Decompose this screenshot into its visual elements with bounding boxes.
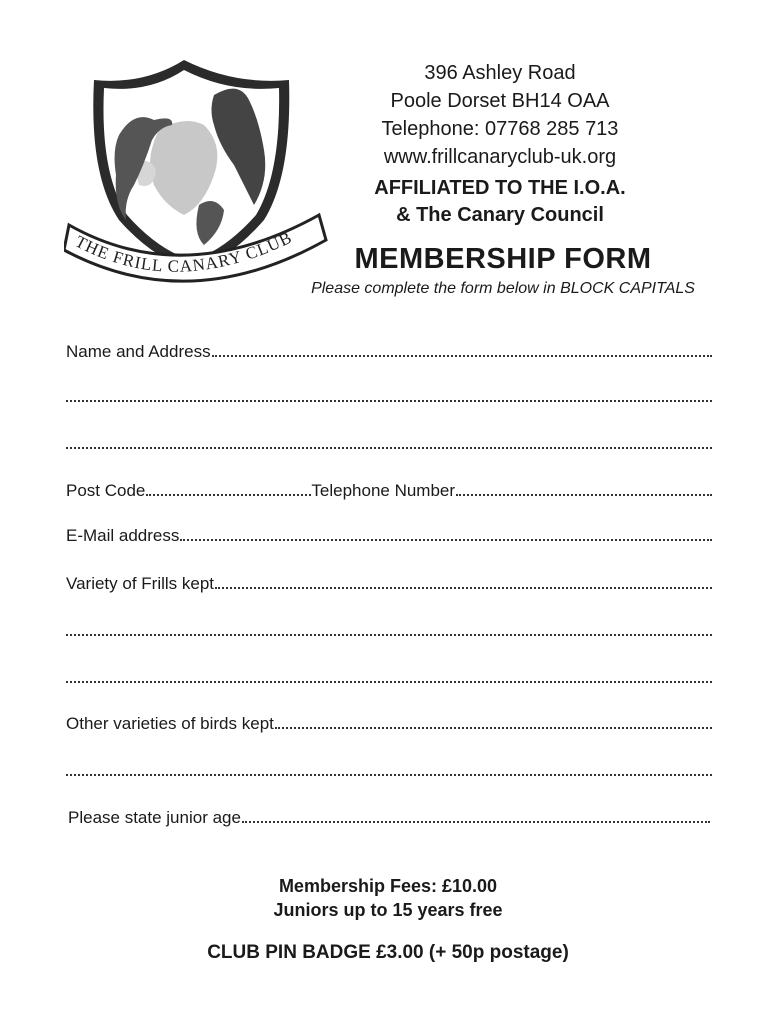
address-blank-line[interactable]	[66, 400, 712, 402]
form-title: MEMBERSHIP FORM	[354, 243, 652, 275]
variety-line-field-3[interactable]	[66, 664, 712, 688]
email-line[interactable]	[180, 539, 712, 541]
other-varieties-label: Other varieties of birds kept	[66, 714, 274, 733]
variety-blank-line[interactable]	[66, 681, 712, 683]
address-line-field-2[interactable]	[66, 383, 712, 407]
junior-age-line[interactable]	[242, 821, 710, 823]
name-address-label: Name and Address	[66, 342, 211, 361]
address-line-2: Poole Dorset BH14 OAA	[390, 90, 610, 112]
form-instructions: Please complete the form below in BLOCK CAPITALS	[311, 280, 695, 297]
club-pin-badge: CLUB PIN BADGE £3.00 (+ 50p postage)	[207, 942, 569, 963]
name-address-field[interactable]	[66, 338, 712, 362]
postcode-telephone-field[interactable]	[66, 477, 712, 501]
telephone-number-line[interactable]	[456, 494, 712, 496]
variety-frills-label: Variety of Frills kept	[66, 574, 215, 593]
variety-blank-line[interactable]	[66, 634, 712, 636]
crest-banner-text: THE FRILL CANARY CLUB	[72, 227, 296, 276]
other-varieties-blank-line[interactable]	[66, 774, 712, 776]
variety-frills-line[interactable]	[215, 587, 712, 589]
name-address-line[interactable]	[212, 355, 712, 357]
other-varieties-field[interactable]	[66, 710, 712, 734]
juniors-fees: Juniors up to 15 years free	[273, 900, 503, 920]
variety-frills-field[interactable]	[66, 570, 712, 594]
affiliation-line-1: AFFILIATED TO THE I.O.A.	[374, 177, 626, 199]
telephone-number-label: Telephone Number	[311, 481, 456, 500]
other-varieties-line-field-2[interactable]	[66, 757, 712, 781]
post-code-label: Post Code	[66, 481, 146, 500]
affiliation-line-2: & The Canary Council	[396, 204, 604, 226]
address-blank-line[interactable]	[66, 447, 712, 449]
junior-age-field[interactable]	[68, 804, 710, 828]
email-label: E-Mail address	[66, 526, 180, 545]
membership-fees: Membership Fees: £10.00	[278, 876, 498, 896]
junior-age-label: Please state junior age	[68, 808, 241, 827]
variety-line-field-2[interactable]	[66, 617, 712, 641]
address-line-field-3[interactable]	[66, 430, 712, 454]
telephone: Telephone: 07768 285 713	[381, 118, 619, 140]
other-varieties-line[interactable]	[275, 727, 712, 729]
website: www.frillcanaryclub-uk.org	[383, 146, 617, 168]
address-line-1: 396 Ashley Road	[424, 62, 576, 84]
post-code-line[interactable]	[146, 494, 311, 496]
email-field[interactable]	[66, 522, 712, 546]
